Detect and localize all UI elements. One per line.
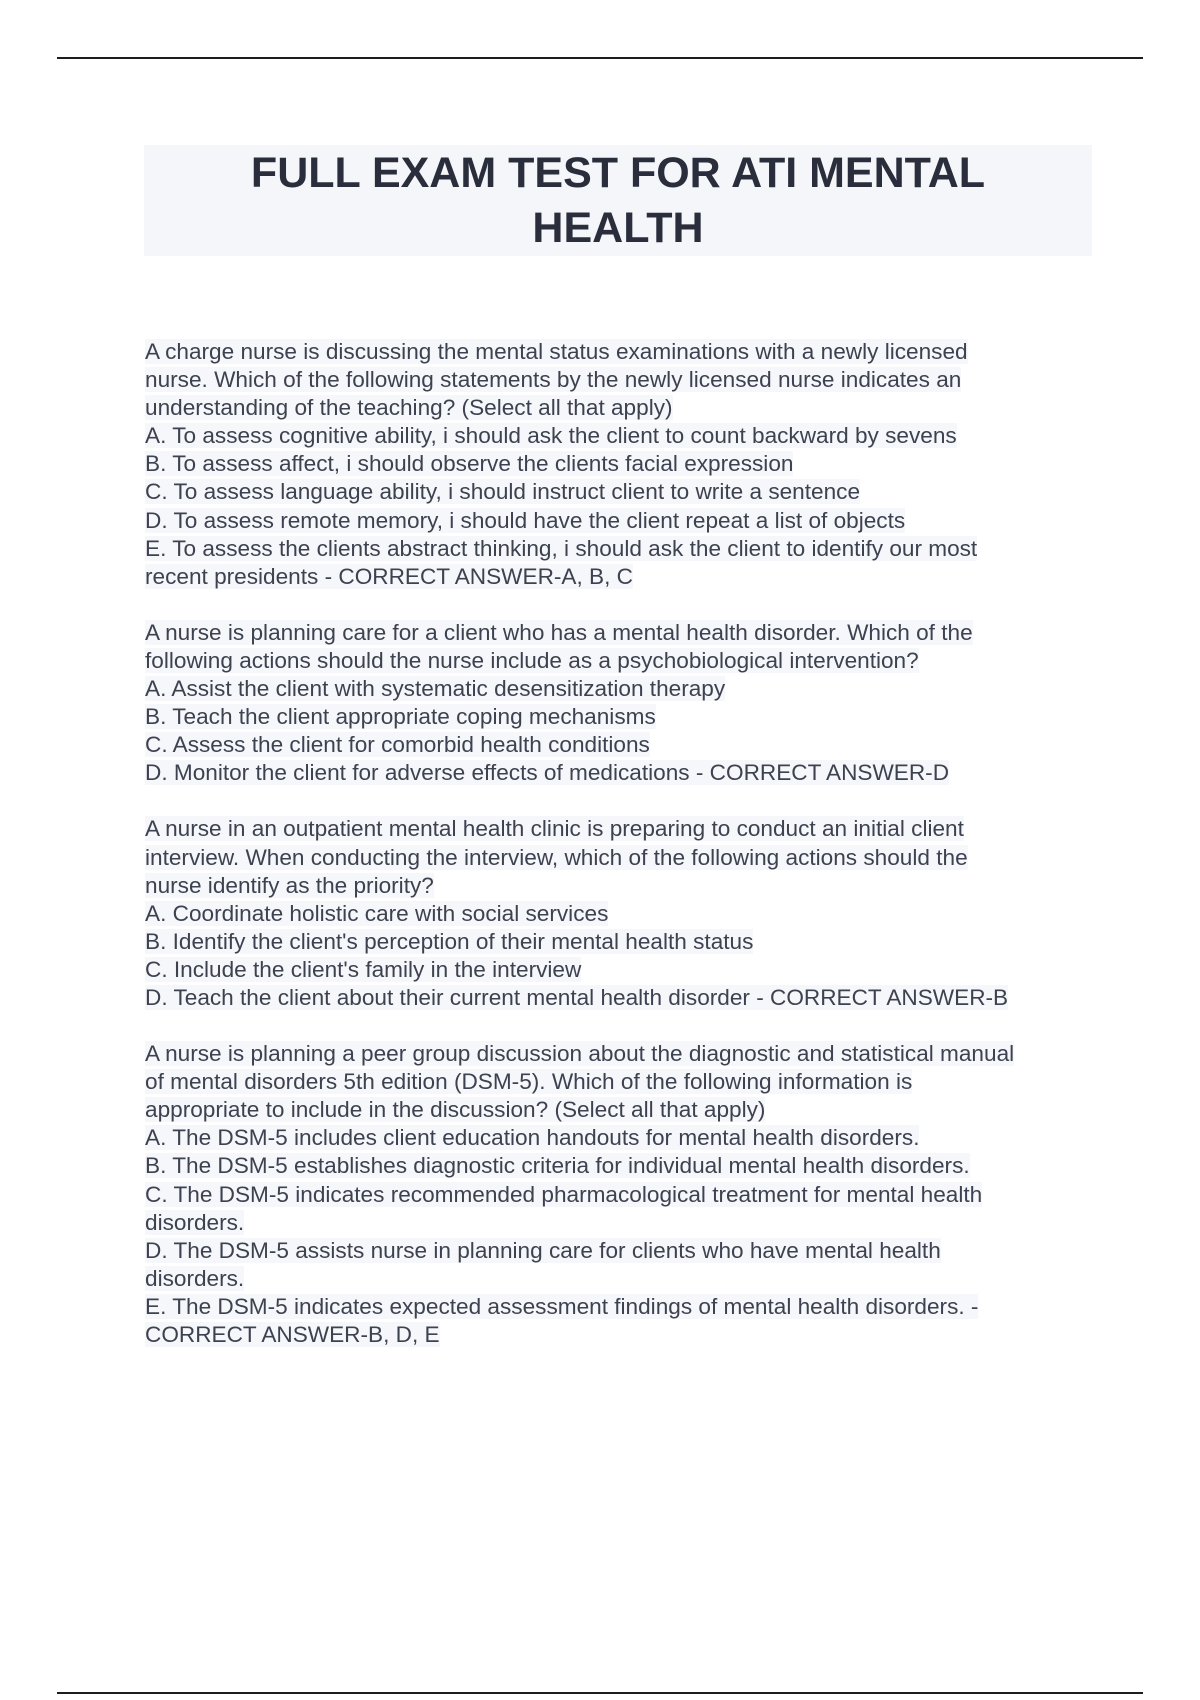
- answer-option: C. To assess language ability, i should instruct client to write a sentence: [145, 479, 861, 505]
- answer-option: A. To assess cognitive ability, i should ask the client to count backward by sevens: [145, 423, 957, 449]
- question-4: [145, 1040, 1100, 1349]
- question-1: [145, 338, 1100, 591]
- answer-option: D. To assess remote memory, i should have the client repeat a list of objects: [145, 507, 906, 533]
- document-title-line-1: FULL EXAM TEST FOR ATI MENTAL: [250, 148, 986, 197]
- question-text-line: nurse identify as the priority?: [145, 872, 434, 898]
- answer-option: disorders.: [145, 1209, 245, 1235]
- title-banner: [144, 145, 1092, 256]
- answer-option: B. To assess affect, i should observe the clients facial expression: [145, 451, 794, 477]
- answer-option: A. Coordinate holistic care with social services: [145, 900, 609, 926]
- questions-list: [145, 338, 1100, 1377]
- question-text-line: appropriate to include in the discussion? (Select all that apply): [145, 1097, 766, 1123]
- answer-option: B. Teach the client appropriate coping mechanisms: [145, 704, 656, 730]
- question-text-line: following actions should the nurse include as a psychobiological intervention?: [145, 647, 919, 673]
- answer-option: E. To assess the clients abstract thinking, i should ask the client to identify our most: [145, 535, 978, 561]
- question-3: [145, 815, 1100, 1012]
- answer-option: B. Identify the client's perception of their mental health status: [145, 928, 754, 954]
- question-text-line: A nurse in an outpatient mental health clinic is preparing to conduct an initial client: [145, 816, 964, 842]
- question-text-line: A charge nurse is discussing the mental status examinations with a newly licensed: [145, 339, 968, 364]
- top-rule: [57, 57, 1143, 59]
- answer-option: C. The DSM-5 indicates recommended pharmacological treatment for mental health: [145, 1181, 983, 1207]
- correct-answer-line: CORRECT ANSWER-B, D, E: [145, 1322, 440, 1347]
- correct-answer-line: D. Monitor the client for adverse effects of medications - CORRECT ANSWER-D: [145, 760, 950, 786]
- answer-option: disorders.: [145, 1265, 245, 1291]
- document-title-line-2: HEALTH: [532, 203, 704, 252]
- question-text-line: A nurse is planning a peer group discussion about the diagnostic and statistical manual: [145, 1041, 1015, 1067]
- answer-option: D. The DSM-5 assists nurse in planning care for clients who have mental health: [145, 1237, 941, 1263]
- document-title: [144, 146, 1092, 256]
- question-text-line: of mental disorders 5th edition (DSM-5). Which of the following information is: [145, 1069, 913, 1095]
- answer-option: A. Assist the client with systematic desensitization therapy: [145, 676, 726, 702]
- question-text-line: nurse. Which of the following statements by the newly licensed nurse indicates an: [145, 367, 962, 393]
- answer-option: C. Assess the client for comorbid health conditions: [145, 732, 650, 758]
- answer-option: A. The DSM-5 includes client education handouts for mental health disorders.: [145, 1125, 920, 1151]
- answer-option: B. The DSM-5 establishes diagnostic criteria for individual mental health disorders.: [145, 1153, 970, 1179]
- question-text-line: A nurse is planning care for a client who has a mental health disorder. Which of the: [145, 619, 973, 645]
- correct-answer-line: recent presidents - CORRECT ANSWER-A, B, C: [145, 563, 633, 589]
- bottom-rule: [57, 1692, 1143, 1694]
- question-text-line: interview. When conducting the interview, which of the following actions should the: [145, 844, 968, 870]
- answer-option: E. The DSM-5 indicates expected assessment findings of mental health disorders. -: [145, 1293, 979, 1319]
- question-2: [145, 619, 1100, 788]
- correct-answer-line: D. Teach the client about their current mental health disorder - CORRECT ANSWER-B: [145, 984, 1009, 1010]
- question-text-line: understanding of the teaching? (Select all that apply): [145, 395, 673, 421]
- answer-option: C. Include the client's family in the interview: [145, 956, 582, 982]
